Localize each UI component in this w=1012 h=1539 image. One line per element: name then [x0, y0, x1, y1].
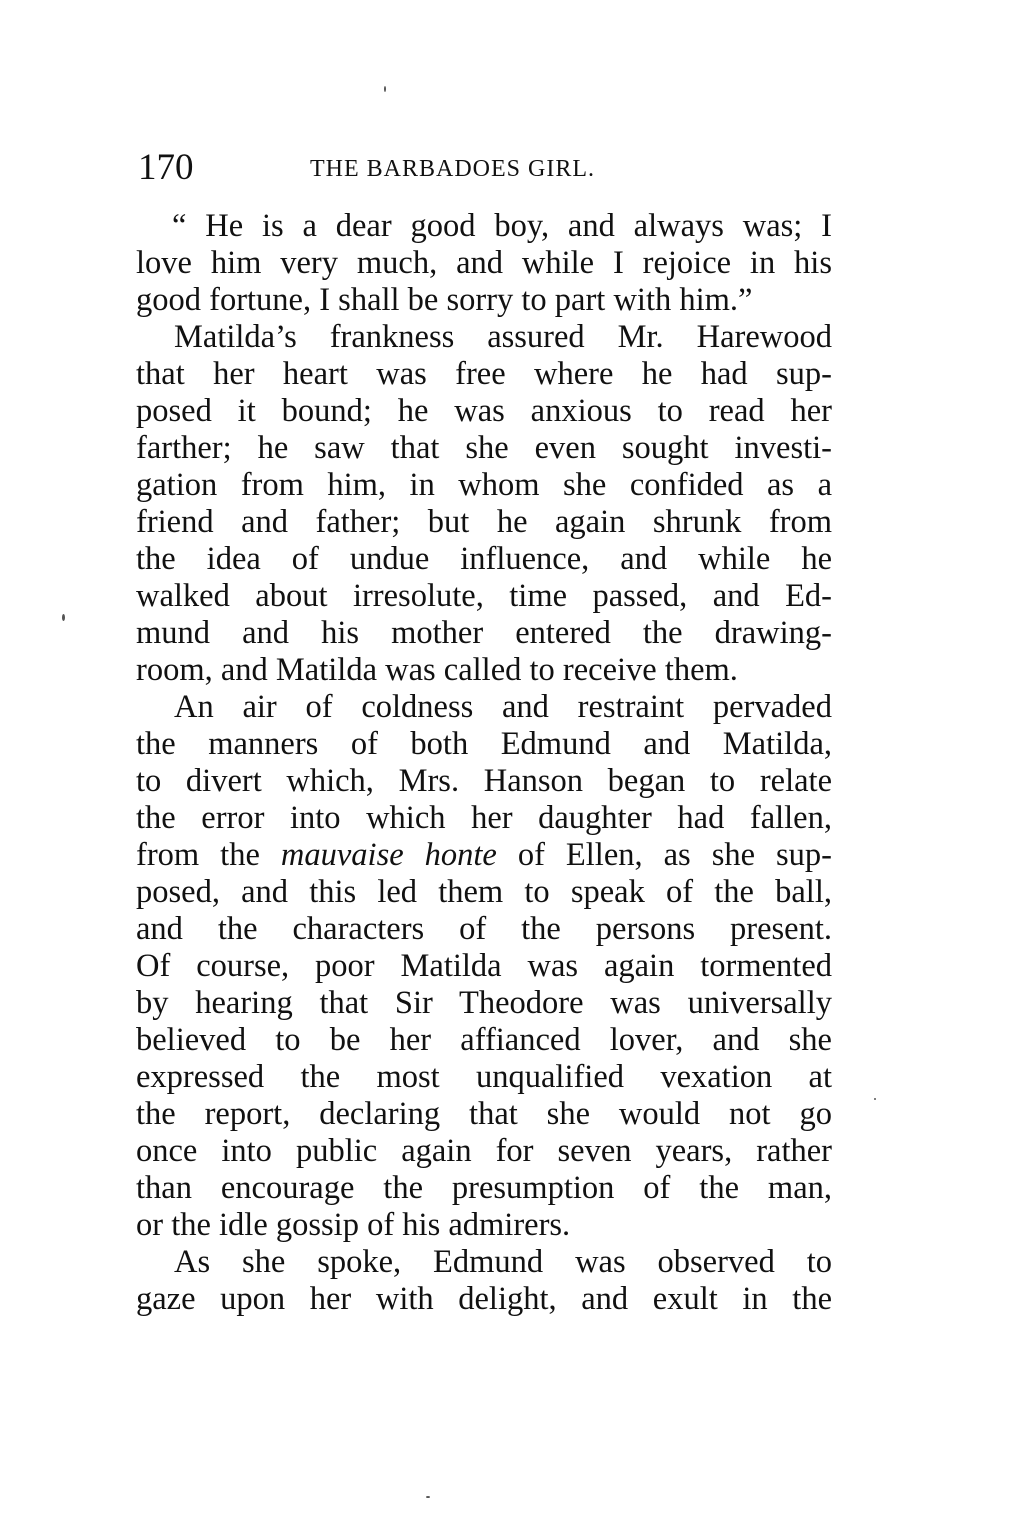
text-line: farther; he saw that she even sought investi- — [136, 430, 832, 466]
text-line: posed it bound; he was anxious to read her — [136, 393, 832, 429]
page-number: 170 — [138, 147, 194, 188]
text-segment: walked about irresolute, time passed, and Ed- — [136, 578, 832, 614]
text-line: good fortune, I shall be sorry to part with him.” — [136, 282, 753, 318]
scan-speck — [426, 1496, 430, 1498]
body-text — [136, 208, 832, 1318]
text-line: to divert which, Mrs. Hanson began to relate — [136, 763, 832, 799]
text-line: the manners of both Edmund and Matilda, — [136, 726, 832, 762]
scan-speck — [874, 1098, 876, 1100]
text-line: room, and Matilda was called to receive them. — [136, 652, 738, 688]
text-line: mund and his mother entered the drawing- — [136, 615, 832, 651]
text-line: friend and father; but he again shrunk from — [136, 504, 832, 540]
text-line — [136, 578, 832, 615]
text-line: “ He is a dear good boy, and always was; I — [172, 208, 832, 244]
text-line: than encourage the presumption of the man, — [136, 1170, 832, 1206]
text-line — [136, 837, 832, 874]
text-line: Matilda’s frankness assured Mr. Harewood — [174, 319, 832, 355]
text-line: by hearing that Sir Theodore was universally — [136, 985, 832, 1021]
text-line: gation from him, in whom she confided as a — [136, 467, 832, 503]
italic-phrase: mauvaise honte — [280, 837, 497, 873]
text-segment: of Ellen, as she sup- — [496, 837, 832, 873]
text-line: As she spoke, Edmund was observed to — [174, 1244, 832, 1280]
text-line: gaze upon her with delight, and exult in the — [136, 1281, 832, 1317]
scan-speck — [384, 86, 386, 92]
text-line: An air of coldness and restraint pervaded — [174, 689, 832, 725]
text-segment: from the — [136, 837, 281, 873]
text-line: that her heart was free where he had sup- — [136, 356, 832, 392]
text-line: believed to be her affianced lover, and she — [136, 1022, 832, 1058]
running-title: THE BARBADOES GIRL. — [310, 156, 596, 182]
text-line: posed, and this led them to speak of the ball, — [136, 874, 832, 910]
text-line: love him very much, and while I rejoice in his — [136, 245, 832, 281]
text-line: the report, declaring that she would not go — [136, 1096, 832, 1132]
text-line: the error into which her daughter had fallen, — [136, 800, 832, 836]
running-head — [138, 148, 838, 188]
text-line: or the idle gossip of his admirers. — [136, 1207, 571, 1243]
text-line: Of course, poor Matilda was again tormented — [136, 948, 832, 984]
text-line: the idea of undue influence, and while he — [136, 541, 832, 577]
text-line: once into public again for seven years, rather — [136, 1133, 832, 1169]
scan-speck — [62, 614, 65, 621]
text-line: expressed the most unqualified vexation at — [136, 1059, 832, 1095]
text-line: and the characters of the persons present. — [136, 911, 832, 947]
